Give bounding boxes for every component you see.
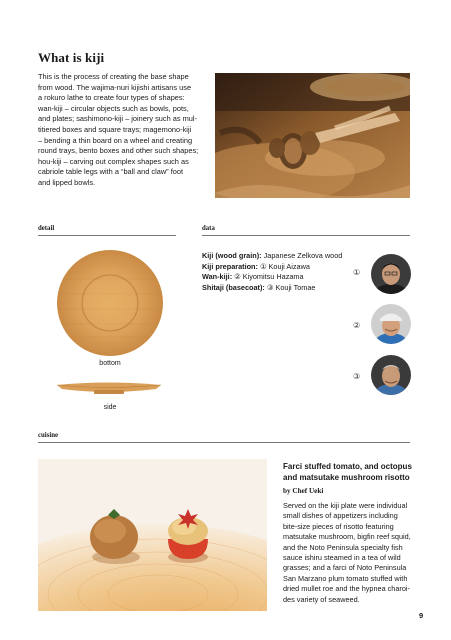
dish-description: Served on the kiji plate were individual small dishes of appetizers including bite-size pieces of risotto featuring matsutake mushroom, bigfin reef squid, and the Noto Peninsula specialty fish sauce ishiru steamed in a tea of wild grasses; and a farci of Noto Peninsula San Marzano plum tomato stuffed with dried mullet roe and the hypnea charoi- des variety of seaweed. xyxy=(283,501,411,604)
dish-photo xyxy=(38,459,267,611)
section-label-detail: detail xyxy=(38,225,55,232)
credit-line: Wan-kiji: ② Kiyomitsu Hazama xyxy=(202,272,304,282)
section-divider xyxy=(38,235,176,236)
section-divider xyxy=(38,442,410,443)
plate-side-view xyxy=(56,381,162,397)
dish-title: Farci stuffed tomato, and octopus and matsutake mushroom risotto xyxy=(283,462,412,482)
section-label-data: data xyxy=(202,225,215,232)
artisan-number-1: ① xyxy=(353,268,361,277)
credit-line: Shitaji (basecoat): ③ Kouji Tomae xyxy=(202,282,316,292)
artisan-portrait-1 xyxy=(371,254,411,294)
artisan-number-3: ③ xyxy=(353,372,361,381)
side-caption: side xyxy=(103,404,117,411)
bottom-caption: bottom xyxy=(99,360,121,367)
credit-line: Kiji (wood grain): Japanese Zelkova wood xyxy=(202,251,343,260)
plate-bottom-view xyxy=(56,249,164,357)
page-number: 9 xyxy=(419,611,424,620)
artisan-credits xyxy=(202,251,342,293)
section-divider xyxy=(202,235,410,236)
artisan-portrait-3 xyxy=(371,355,411,395)
artisan-portrait-2 xyxy=(371,304,411,344)
credit-line: Kiji preparation: ① Kouji Aizawa xyxy=(202,261,310,271)
intro-paragraph: This is the process of creating the base shape from wood. The wajima-nuri kijishi artisans use a rokuro lathe to create four types of shapes: wan-kiji – circular objects such as bowls, pots, and plates; sashimono-kiji – joinery such as mul- titiered boxes and square trays; magemono-kiji – bending a thin board on a wheel and creating round trays, bento boxes and other such shapes; hou-kiji – carving out complex shapes such as cabriole table legs with a “ball and claw” foot and lipped bowls. xyxy=(38,72,199,187)
page-title: What is kiji xyxy=(38,50,105,65)
lathe-workshop-photo xyxy=(215,73,410,198)
dish-chef: by Chef Ueki xyxy=(283,487,324,495)
artisan-number-2: ② xyxy=(353,321,361,330)
section-label-cuisine: cuisine xyxy=(38,432,59,439)
